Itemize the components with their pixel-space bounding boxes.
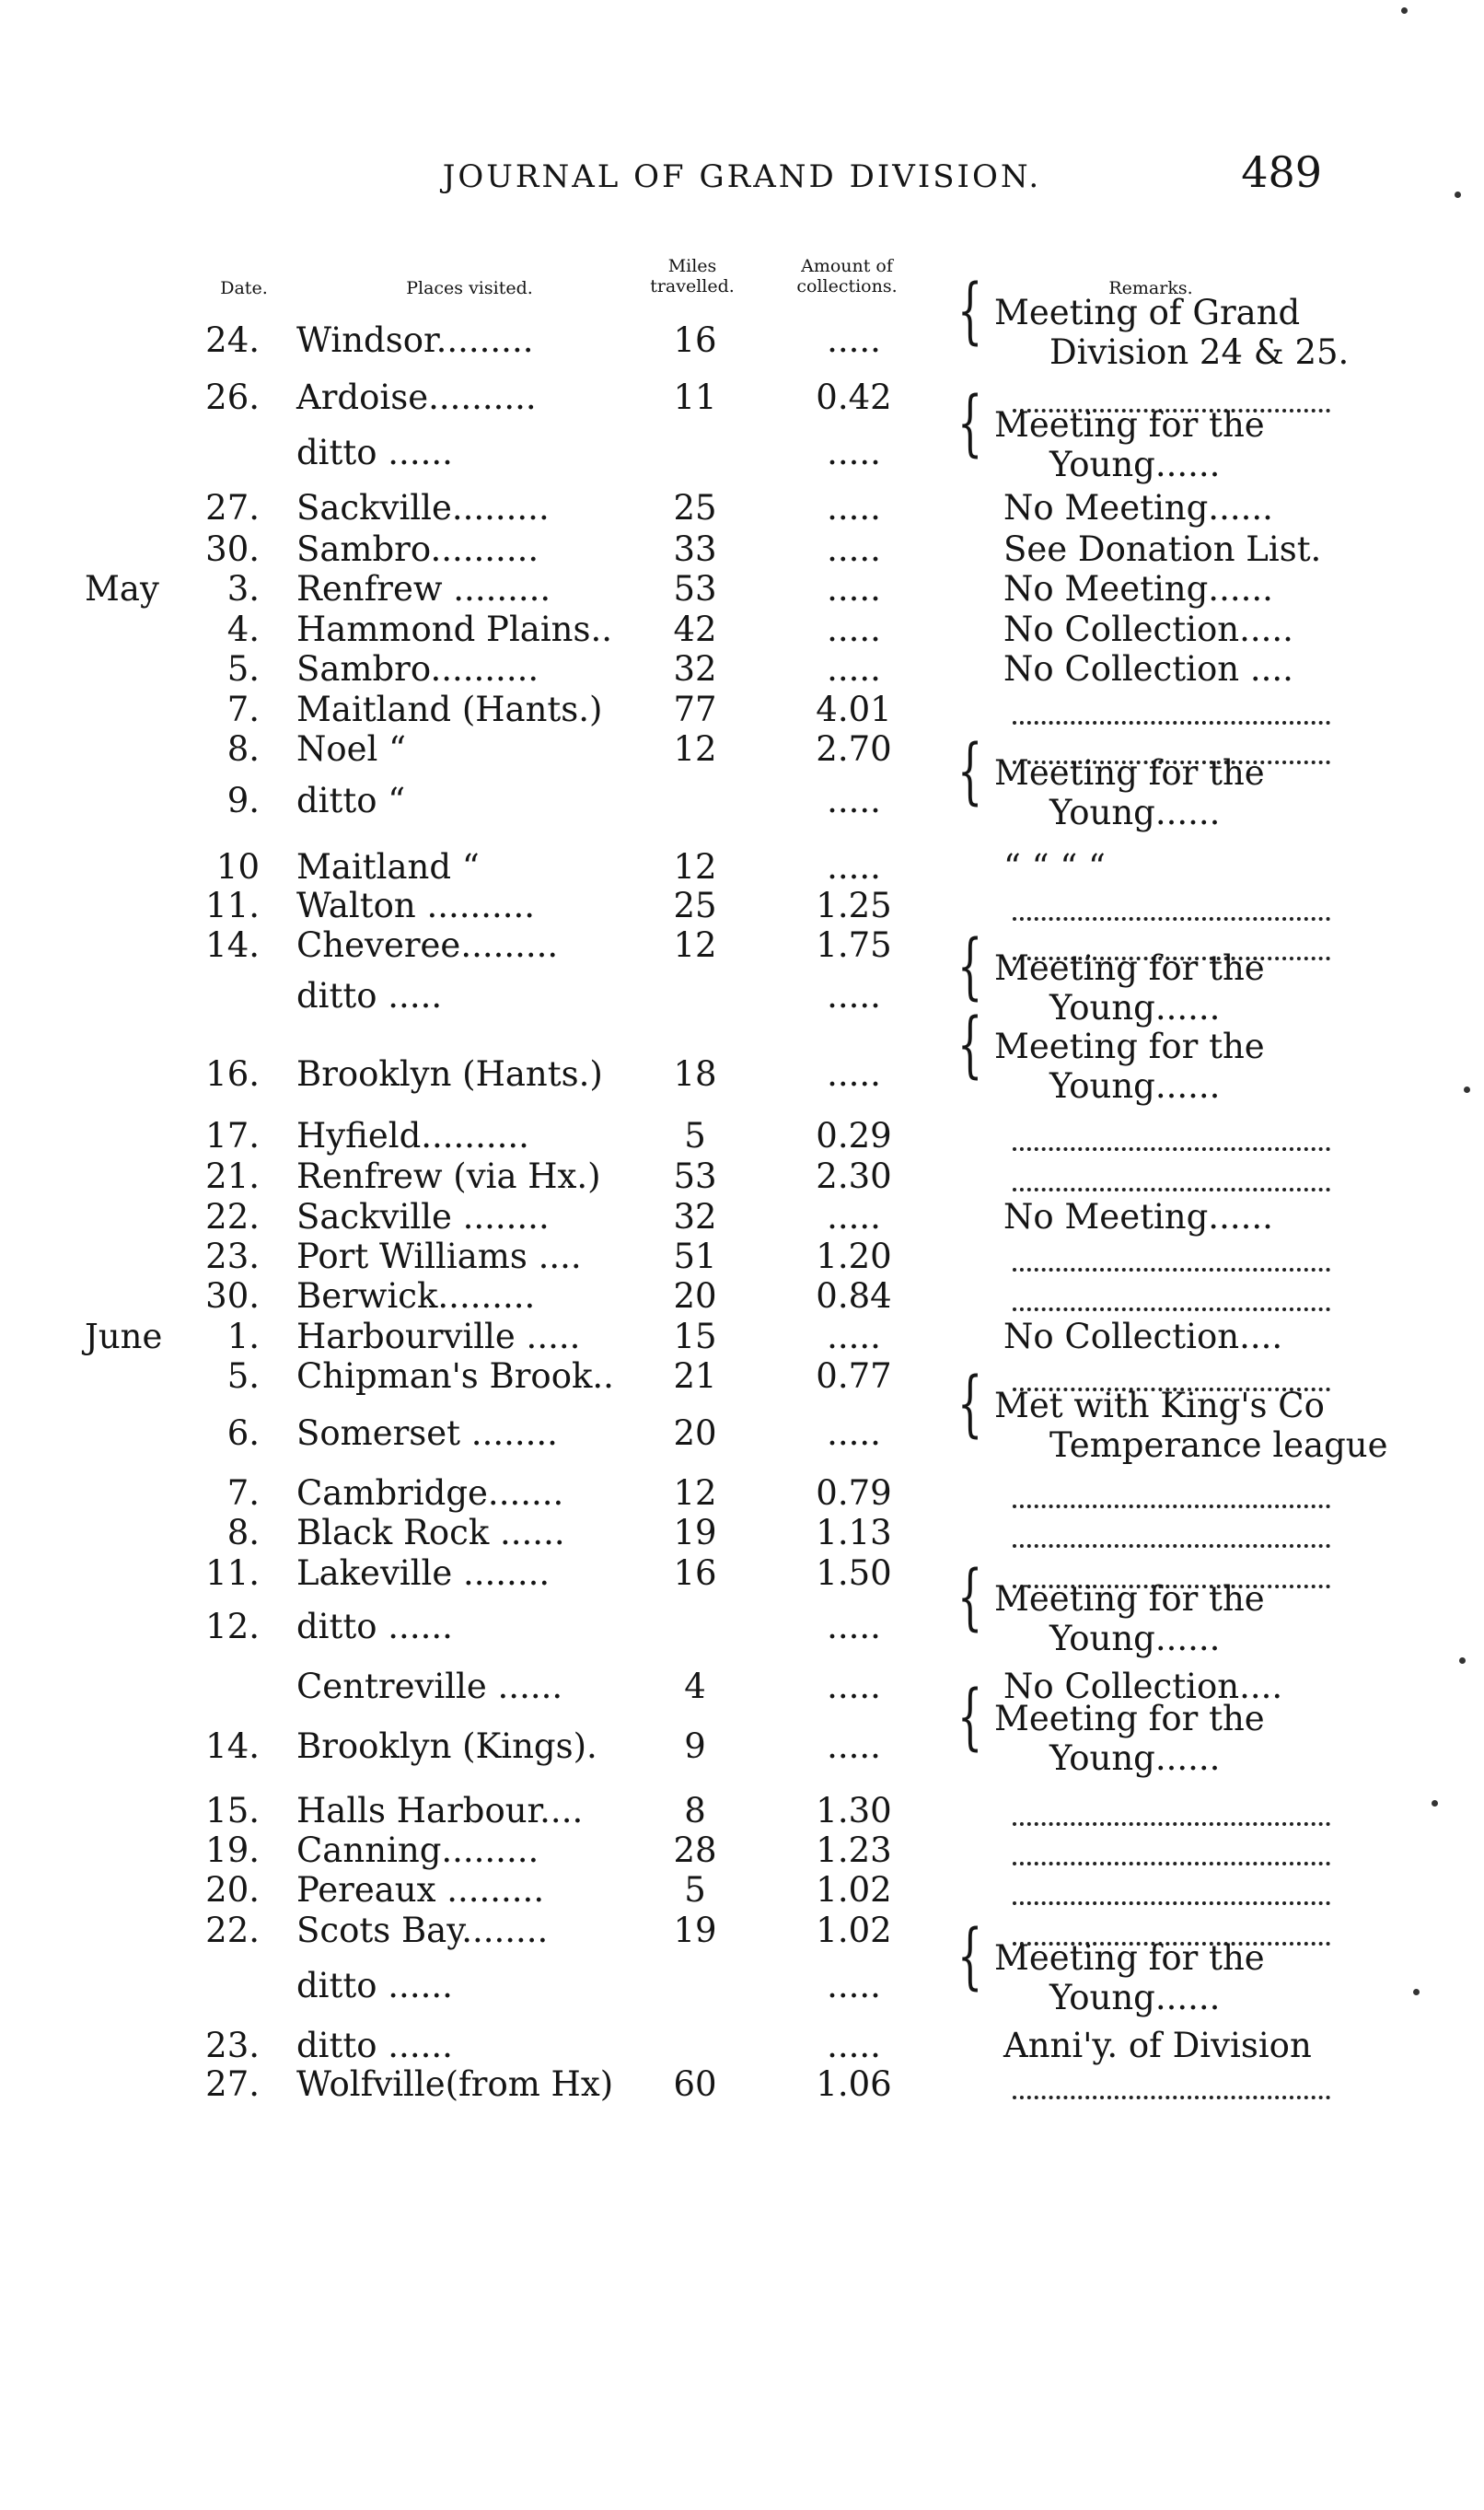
amount-cell: 1.75 <box>816 925 892 965</box>
miles-cell: 25 <box>673 488 717 528</box>
date-cell: 23. <box>205 2026 260 2065</box>
miles-cell: 8 <box>684 1791 706 1830</box>
remarks-text: Meeting of Grand <box>994 293 1301 332</box>
place-cell: Sackville......... <box>296 488 550 528</box>
miles-cell: 51 <box>673 1237 717 1276</box>
remarks-dotted-leader <box>1013 1822 1330 1826</box>
column-header-places: Places visited. <box>406 278 533 298</box>
remarks-text: Young...... <box>1049 445 1221 484</box>
miles-cell: 19 <box>673 1513 717 1552</box>
amount-cell: 0.29 <box>816 1116 892 1156</box>
amount-cell: ..... <box>827 976 881 1016</box>
remarks-text: Young...... <box>1049 1619 1221 1658</box>
date-cell: 14. <box>205 925 260 965</box>
date-cell: 9. <box>226 781 260 820</box>
remarks-text: “ “ “ “ <box>1003 847 1106 887</box>
amount-cell: ..... <box>827 1054 881 1094</box>
remarks-text: No Meeting...... <box>1003 488 1273 528</box>
column-header-remarks: Remarks. <box>1108 278 1193 298</box>
place-cell: Brooklyn (Hants.) <box>296 1054 603 1094</box>
remarks-text: No Collection .... <box>1003 649 1293 689</box>
remarks-dotted-leader <box>1013 1268 1330 1272</box>
margin-speck <box>1401 7 1408 14</box>
date-cell: 24. <box>205 320 260 360</box>
miles-cell: 12 <box>673 1473 717 1513</box>
amount-cell: ..... <box>827 1197 881 1237</box>
remarks-dotted-leader <box>1013 1505 1330 1508</box>
amount-cell: ..... <box>827 529 881 569</box>
place-cell: Scots Bay........ <box>296 1911 549 1950</box>
miles-cell: 5 <box>684 1116 706 1156</box>
remarks-text: Meeting for the <box>994 948 1265 988</box>
remarks-text: Meeting for the <box>994 1027 1265 1066</box>
place-cell: Windsor......... <box>296 320 534 360</box>
amount-cell: ..... <box>827 610 881 649</box>
amount-cell: 1.25 <box>816 886 892 925</box>
amount-cell: ..... <box>827 781 881 820</box>
amount-cell: 1.30 <box>816 1791 892 1830</box>
miles-cell: 32 <box>673 649 717 689</box>
amount-cell: 1.23 <box>816 1830 892 1870</box>
amount-cell: 0.84 <box>816 1276 892 1316</box>
margin-speck <box>1413 1989 1420 1995</box>
miles-cell: 28 <box>673 1830 717 1870</box>
remarks-text: Meeting for the <box>994 1699 1265 1738</box>
remarks-text: Meeting for the <box>994 753 1265 793</box>
date-cell: 8. <box>226 729 260 769</box>
remarks-dotted-leader <box>1013 1188 1330 1191</box>
place-cell: Brooklyn (Kings). <box>296 1726 597 1766</box>
amount-cell: ..... <box>827 2026 881 2065</box>
place-cell: ditto ...... <box>296 433 453 472</box>
place-cell: Renfrew ......... <box>296 569 551 609</box>
amount-cell: 1.20 <box>816 1237 892 1276</box>
remarks-text: Meeting for the <box>994 1938 1265 1978</box>
remarks-dotted-leader <box>1013 1307 1330 1311</box>
amount-cell: ..... <box>827 1413 881 1453</box>
place-cell: Lakeville ........ <box>296 1553 551 1593</box>
date-cell: 7. <box>226 1473 260 1513</box>
amount-cell: 2.70 <box>816 729 892 769</box>
remarks-text: Young...... <box>1049 1738 1221 1778</box>
page-title: JOURNAL OF GRAND DIVISION. <box>442 158 1042 195</box>
remarks-dotted-leader <box>1013 721 1330 725</box>
place-cell: Somerset ........ <box>296 1413 558 1453</box>
place-cell: Ardoise.......... <box>296 378 537 417</box>
amount-cell: ..... <box>827 433 881 472</box>
month-cell: May <box>85 569 159 609</box>
remarks-text: No Meeting...... <box>1003 1197 1273 1237</box>
amount-cell: ..... <box>827 1966 881 2005</box>
miles-cell: 12 <box>673 729 717 769</box>
date-cell: 11. <box>205 886 260 925</box>
remarks-text: No Meeting...... <box>1003 569 1273 609</box>
date-cell: 3. <box>226 569 260 609</box>
date-cell: 30. <box>205 529 260 569</box>
place-cell: Black Rock ...... <box>296 1513 565 1552</box>
amount-cell: ..... <box>827 1667 881 1706</box>
miles-cell: 4 <box>684 1667 706 1706</box>
date-cell: 12. <box>205 1607 260 1646</box>
miles-cell: 16 <box>673 1553 717 1593</box>
date-cell: 11. <box>205 1553 260 1593</box>
remarks-dotted-leader <box>1013 2096 1330 2099</box>
place-cell: Sambro.......... <box>296 529 539 569</box>
amount-cell: 1.02 <box>816 1870 892 1910</box>
place-cell: Centreville ...... <box>296 1667 563 1706</box>
amount-cell: ..... <box>827 1607 881 1646</box>
miles-cell: 12 <box>673 847 717 887</box>
date-cell: 4. <box>226 610 260 649</box>
date-cell: 5. <box>226 649 260 689</box>
date-cell: 22. <box>205 1197 260 1237</box>
miles-cell: 60 <box>673 2064 717 2104</box>
date-cell: 21. <box>205 1156 260 1196</box>
margin-speck <box>1432 1800 1438 1807</box>
amount-cell: 1.13 <box>816 1513 892 1552</box>
page-number: 489 <box>1241 147 1322 197</box>
miles-cell: 16 <box>673 320 717 360</box>
remarks-text: No Collection.... <box>1003 1317 1283 1356</box>
place-cell: Sambro.......... <box>296 649 539 689</box>
date-cell: 27. <box>205 488 260 528</box>
margin-speck <box>1464 1087 1470 1093</box>
remarks-dotted-leader <box>1013 1544 1330 1548</box>
date-cell: 1. <box>226 1317 260 1356</box>
place-cell: Cheveree......... <box>296 925 559 965</box>
place-cell: Harbourville ..... <box>296 1317 581 1356</box>
amount-cell: ..... <box>827 649 881 689</box>
remarks-text: Young...... <box>1049 1066 1221 1106</box>
date-cell: 30. <box>205 1276 260 1316</box>
remarks-dotted-leader <box>1013 1862 1330 1865</box>
miles-cell: 11 <box>673 378 717 417</box>
place-cell: Canning......... <box>296 1830 539 1870</box>
remarks-text: Young...... <box>1049 988 1221 1028</box>
place-cell: ditto ...... <box>296 1966 453 2005</box>
place-cell: ditto ..... <box>296 976 443 1016</box>
amount-cell: ..... <box>827 1726 881 1766</box>
remarks-dotted-leader <box>1013 1901 1330 1905</box>
miles-cell: 12 <box>673 925 717 965</box>
place-cell: Chipman's Brook.. <box>296 1356 614 1396</box>
remarks-text: Meeting for the <box>994 1579 1265 1619</box>
place-cell: ditto ...... <box>296 2026 453 2065</box>
place-cell: Port Williams .... <box>296 1237 582 1276</box>
miles-cell: 19 <box>673 1911 717 1950</box>
date-cell: 14. <box>205 1726 260 1766</box>
remarks-text: See Donation List. <box>1003 529 1322 569</box>
place-cell: Maitland (Hants.) <box>296 690 603 729</box>
miles-cell: 18 <box>673 1054 717 1094</box>
month-cell: June <box>85 1317 163 1356</box>
remarks-text: Anni'y. of Division <box>1003 2026 1312 2065</box>
remarks-brace: { <box>957 925 983 1008</box>
remarks-text: Meeting for the <box>994 405 1265 445</box>
remarks-brace: { <box>957 1915 983 1998</box>
remarks-text: No Collection..... <box>1003 610 1293 649</box>
place-cell: Hammond Plains.. <box>296 610 613 649</box>
remarks-brace: { <box>957 270 983 353</box>
miles-cell: 15 <box>673 1317 717 1356</box>
date-cell: 16. <box>205 1054 260 1094</box>
amount-cell: ..... <box>827 320 881 360</box>
place-cell: Noel “ <box>296 729 407 769</box>
remarks-text: Young...... <box>1049 793 1221 832</box>
remarks-dotted-leader <box>1013 917 1330 921</box>
place-cell: Halls Harbour.... <box>296 1791 584 1830</box>
amount-cell: 0.42 <box>816 378 892 417</box>
remarks-brace: { <box>957 1556 983 1639</box>
margin-speck <box>1459 1657 1466 1664</box>
amount-cell: 1.06 <box>816 2064 892 2104</box>
amount-cell: 2.30 <box>816 1156 892 1196</box>
date-cell: 10 <box>215 847 260 887</box>
remarks-text: No Collection.... <box>1003 1667 1283 1706</box>
miles-cell: 20 <box>673 1413 717 1453</box>
date-cell: 6. <box>226 1413 260 1453</box>
remarks-brace: { <box>957 1363 983 1446</box>
amount-cell: 1.02 <box>816 1911 892 1950</box>
place-cell: Sackville ........ <box>296 1197 550 1237</box>
date-cell: 23. <box>205 1237 260 1276</box>
remarks-brace: { <box>957 382 983 465</box>
place-cell: Cambridge....... <box>296 1473 564 1513</box>
date-cell: 17. <box>205 1116 260 1156</box>
column-header-date: Date. <box>220 278 268 298</box>
miles-cell: 42 <box>673 610 717 649</box>
date-cell: 8. <box>226 1513 260 1552</box>
remarks-dotted-leader <box>1013 1147 1330 1151</box>
miles-cell: 53 <box>673 569 717 609</box>
miles-cell: 20 <box>673 1276 717 1316</box>
miles-cell: 77 <box>673 690 717 729</box>
date-cell: 19. <box>205 1830 260 1870</box>
place-cell: Wolfville(from Hx) <box>296 2064 614 2104</box>
place-cell: ditto “ <box>296 781 406 820</box>
amount-cell: 0.77 <box>816 1356 892 1396</box>
miles-cell: 33 <box>673 529 717 569</box>
remarks-text: Temperance league <box>1049 1425 1388 1465</box>
date-cell: 20. <box>205 1870 260 1910</box>
amount-cell: ..... <box>827 847 881 887</box>
amount-cell: 1.50 <box>816 1553 892 1593</box>
place-cell: Walton .......... <box>296 886 536 925</box>
amount-cell: 4.01 <box>816 690 892 729</box>
miles-cell: 21 <box>673 1356 717 1396</box>
amount-cell: ..... <box>827 488 881 528</box>
remarks-brace: { <box>957 1676 983 1759</box>
miles-cell: 32 <box>673 1197 717 1237</box>
remarks-text: Young...... <box>1049 1978 1221 2017</box>
column-header-miles: Miles travelled. <box>650 256 735 296</box>
remarks-text: Division 24 & 25. <box>1049 332 1350 372</box>
remarks-brace: { <box>957 1004 983 1087</box>
margin-speck <box>1455 192 1461 198</box>
date-cell: 27. <box>205 2064 260 2104</box>
place-cell: ditto ...... <box>296 1607 453 1646</box>
amount-cell: ..... <box>827 569 881 609</box>
place-cell: Pereaux ......... <box>296 1870 545 1910</box>
miles-cell: 25 <box>673 886 717 925</box>
remarks-text: Met with King's Co <box>994 1386 1325 1425</box>
place-cell: Berwick......... <box>296 1276 536 1316</box>
miles-cell: 53 <box>673 1156 717 1196</box>
place-cell: Hyfield.......... <box>296 1116 529 1156</box>
miles-cell: 5 <box>684 1870 706 1910</box>
column-header-amount: Amount of collections. <box>796 256 898 296</box>
amount-cell: 0.79 <box>816 1473 892 1513</box>
place-cell: Renfrew (via Hx.) <box>296 1156 601 1196</box>
date-cell: 26. <box>205 378 260 417</box>
date-cell: 15. <box>205 1791 260 1830</box>
remarks-brace: { <box>957 730 983 813</box>
place-cell: Maitland “ <box>296 847 480 887</box>
amount-cell: ..... <box>827 1317 881 1356</box>
miles-cell: 9 <box>684 1726 706 1766</box>
date-cell: 7. <box>226 690 260 729</box>
date-cell: 22. <box>205 1911 260 1950</box>
date-cell: 5. <box>226 1356 260 1396</box>
